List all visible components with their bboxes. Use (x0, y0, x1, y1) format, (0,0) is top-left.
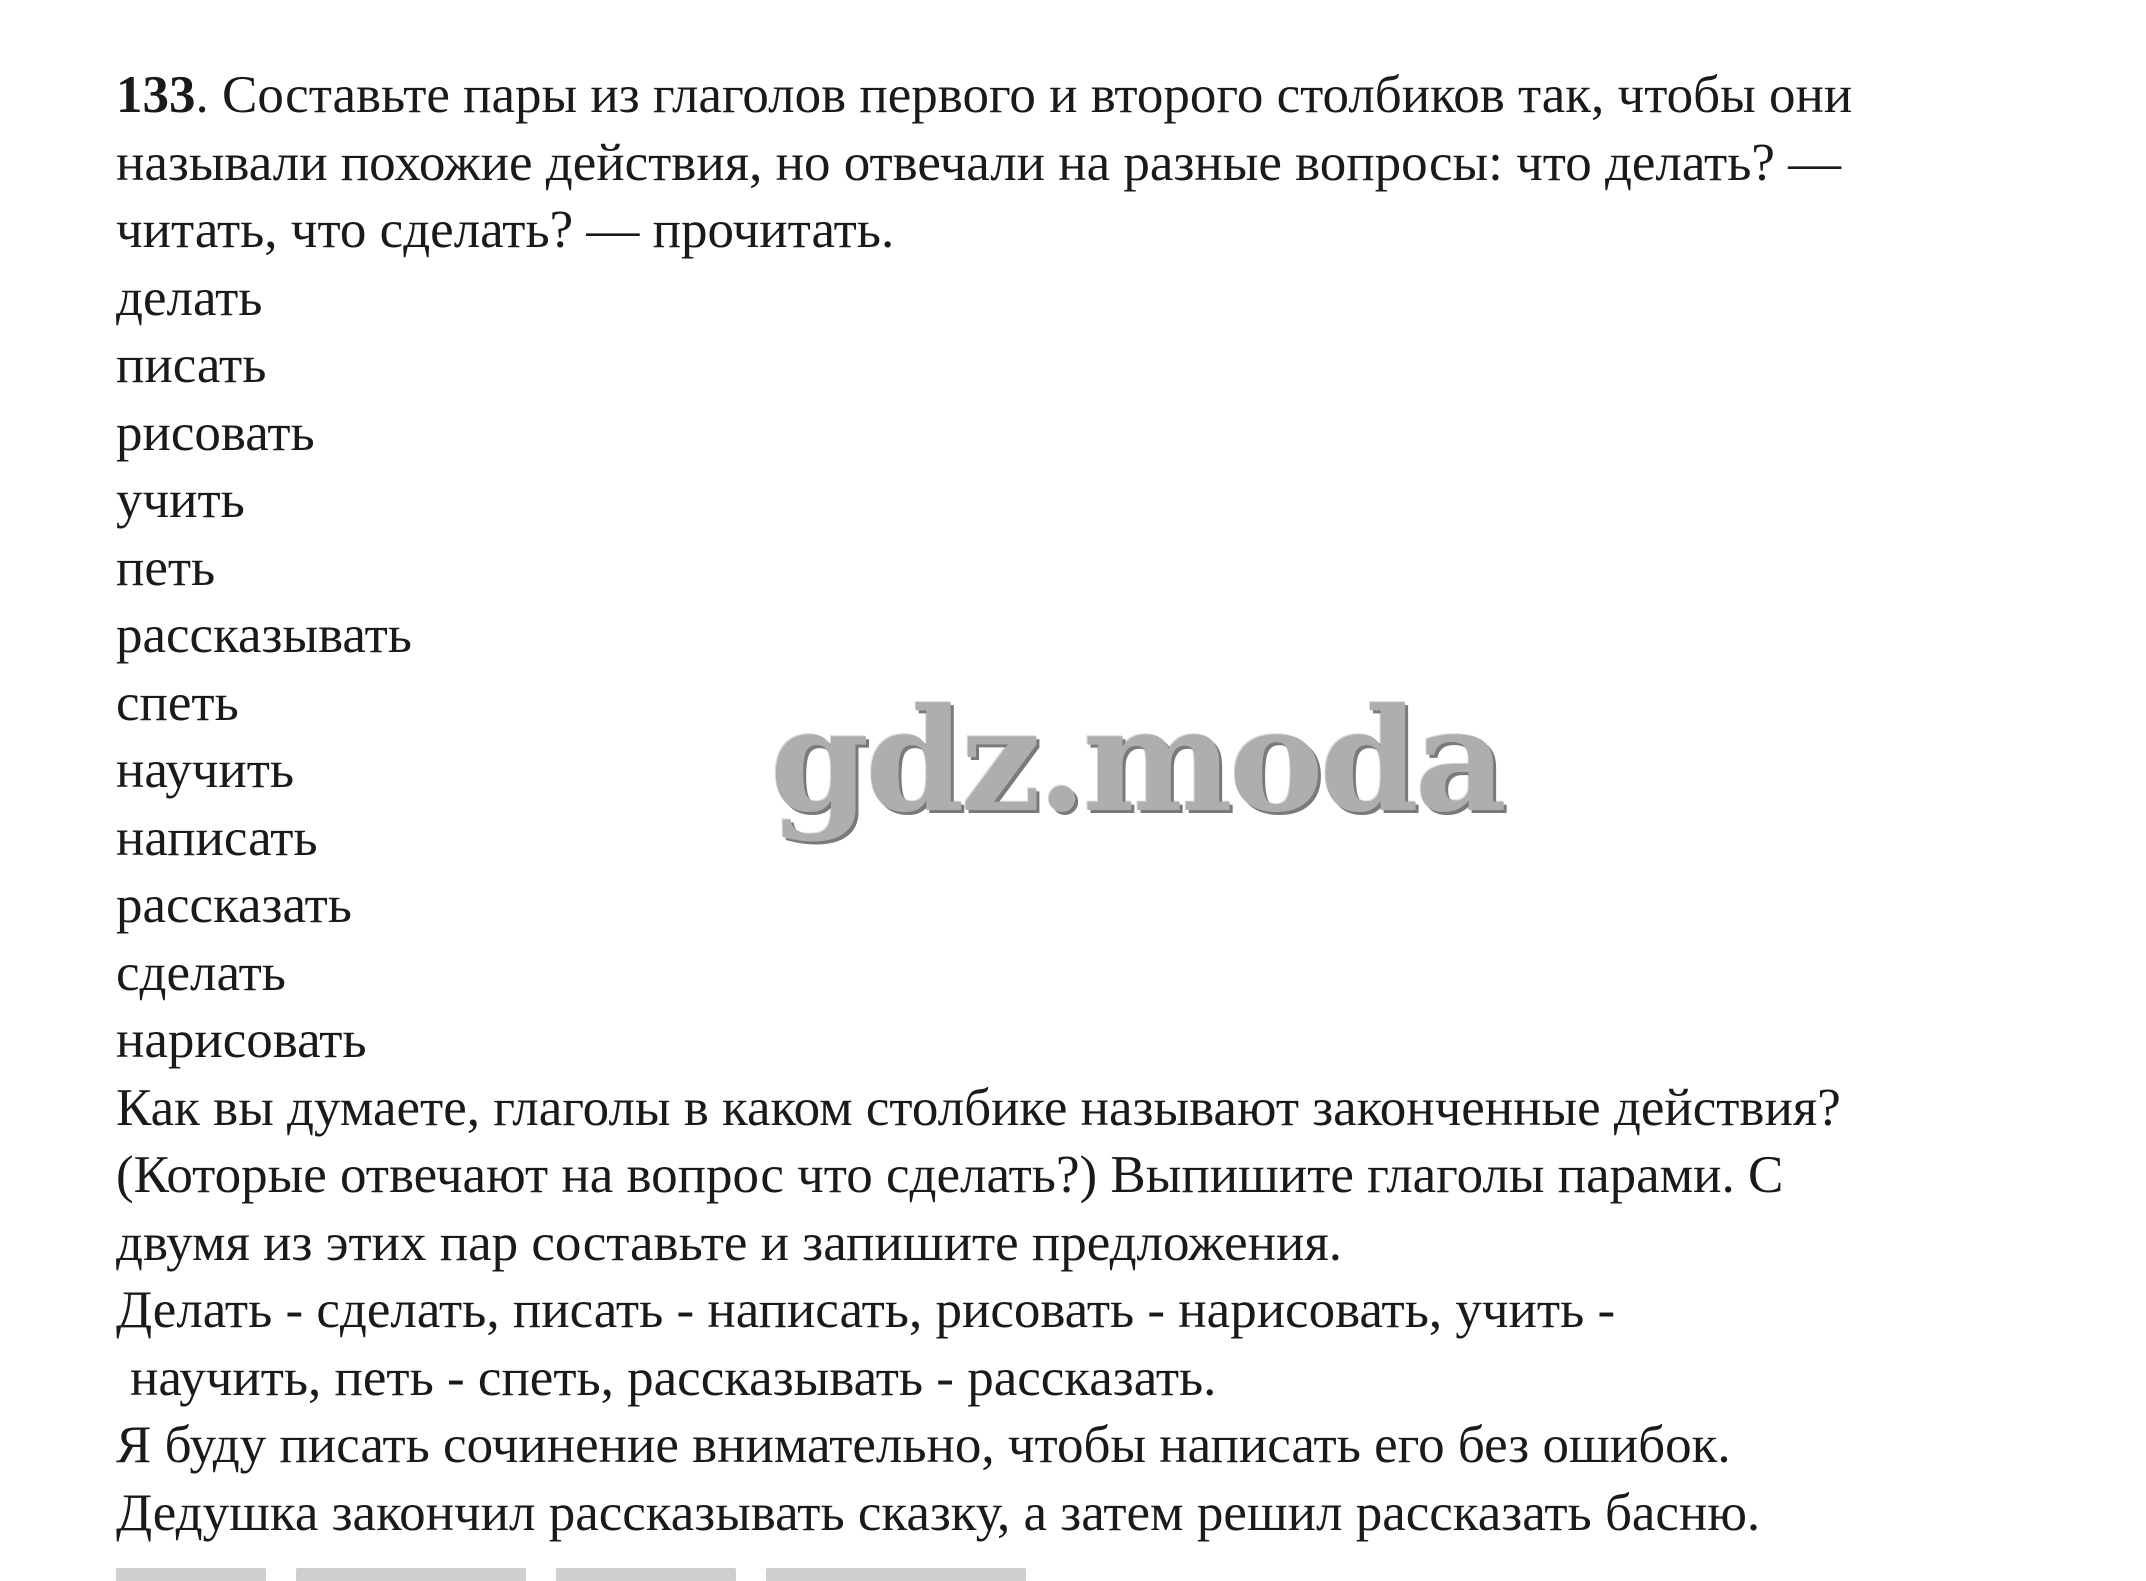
task-intro-line: . Составьте пары из глаголов первого и второго столбиков так, чтобы они (195, 66, 1853, 124)
verb-item: рассказать (116, 876, 352, 934)
task-intro-line: читать, что сделать? — прочитать. (116, 201, 895, 259)
verb-item: учить (116, 471, 245, 529)
task-heading (116, 62, 2106, 130)
answer-sentence: Я буду писать сочинение внимательно, чтобы написать его без ошибок. (116, 1416, 1731, 1474)
verb-item: написать (116, 808, 318, 867)
verb-item: научить (116, 741, 295, 799)
verb-item: нарисовать (116, 1011, 367, 1069)
verb-item: петь (116, 538, 216, 597)
verb-item: делать (116, 268, 263, 327)
verb-item: сделать (116, 943, 286, 1002)
verb-item: спеть (116, 673, 239, 732)
watermark-logo: gdz.moda (770, 678, 1503, 844)
verb-item: рассказывать (116, 606, 412, 664)
answer-line: Делать - сделать, писать - написать, рисовать - нарисовать, учить - (116, 1281, 1616, 1339)
task-number: 133 (116, 66, 196, 124)
question-line: (Которые отвечают на вопрос что сделать?) Выпишите глаголы парами. С (116, 1146, 1784, 1204)
task-intro-line: называли похожие действия, но отвечали на разные вопросы: что делать? — (116, 133, 1842, 192)
cut-off-text-line (116, 1558, 1116, 1581)
answer-line: научить, петь - спеть, рассказывать - рассказать. (130, 1348, 1217, 1407)
answer-sentence: Дедушка закончил рассказывать сказку, а затем решил рассказать басню. (116, 1483, 1761, 1542)
verb-item: рисовать (116, 403, 315, 462)
question-line: двумя из этих пар составьте и запишите предложения. (116, 1213, 1342, 1272)
question-line: Как вы думаете, глаголы в каком столбике называют законченные действия? (116, 1078, 1841, 1137)
verb-item: писать (116, 336, 267, 394)
